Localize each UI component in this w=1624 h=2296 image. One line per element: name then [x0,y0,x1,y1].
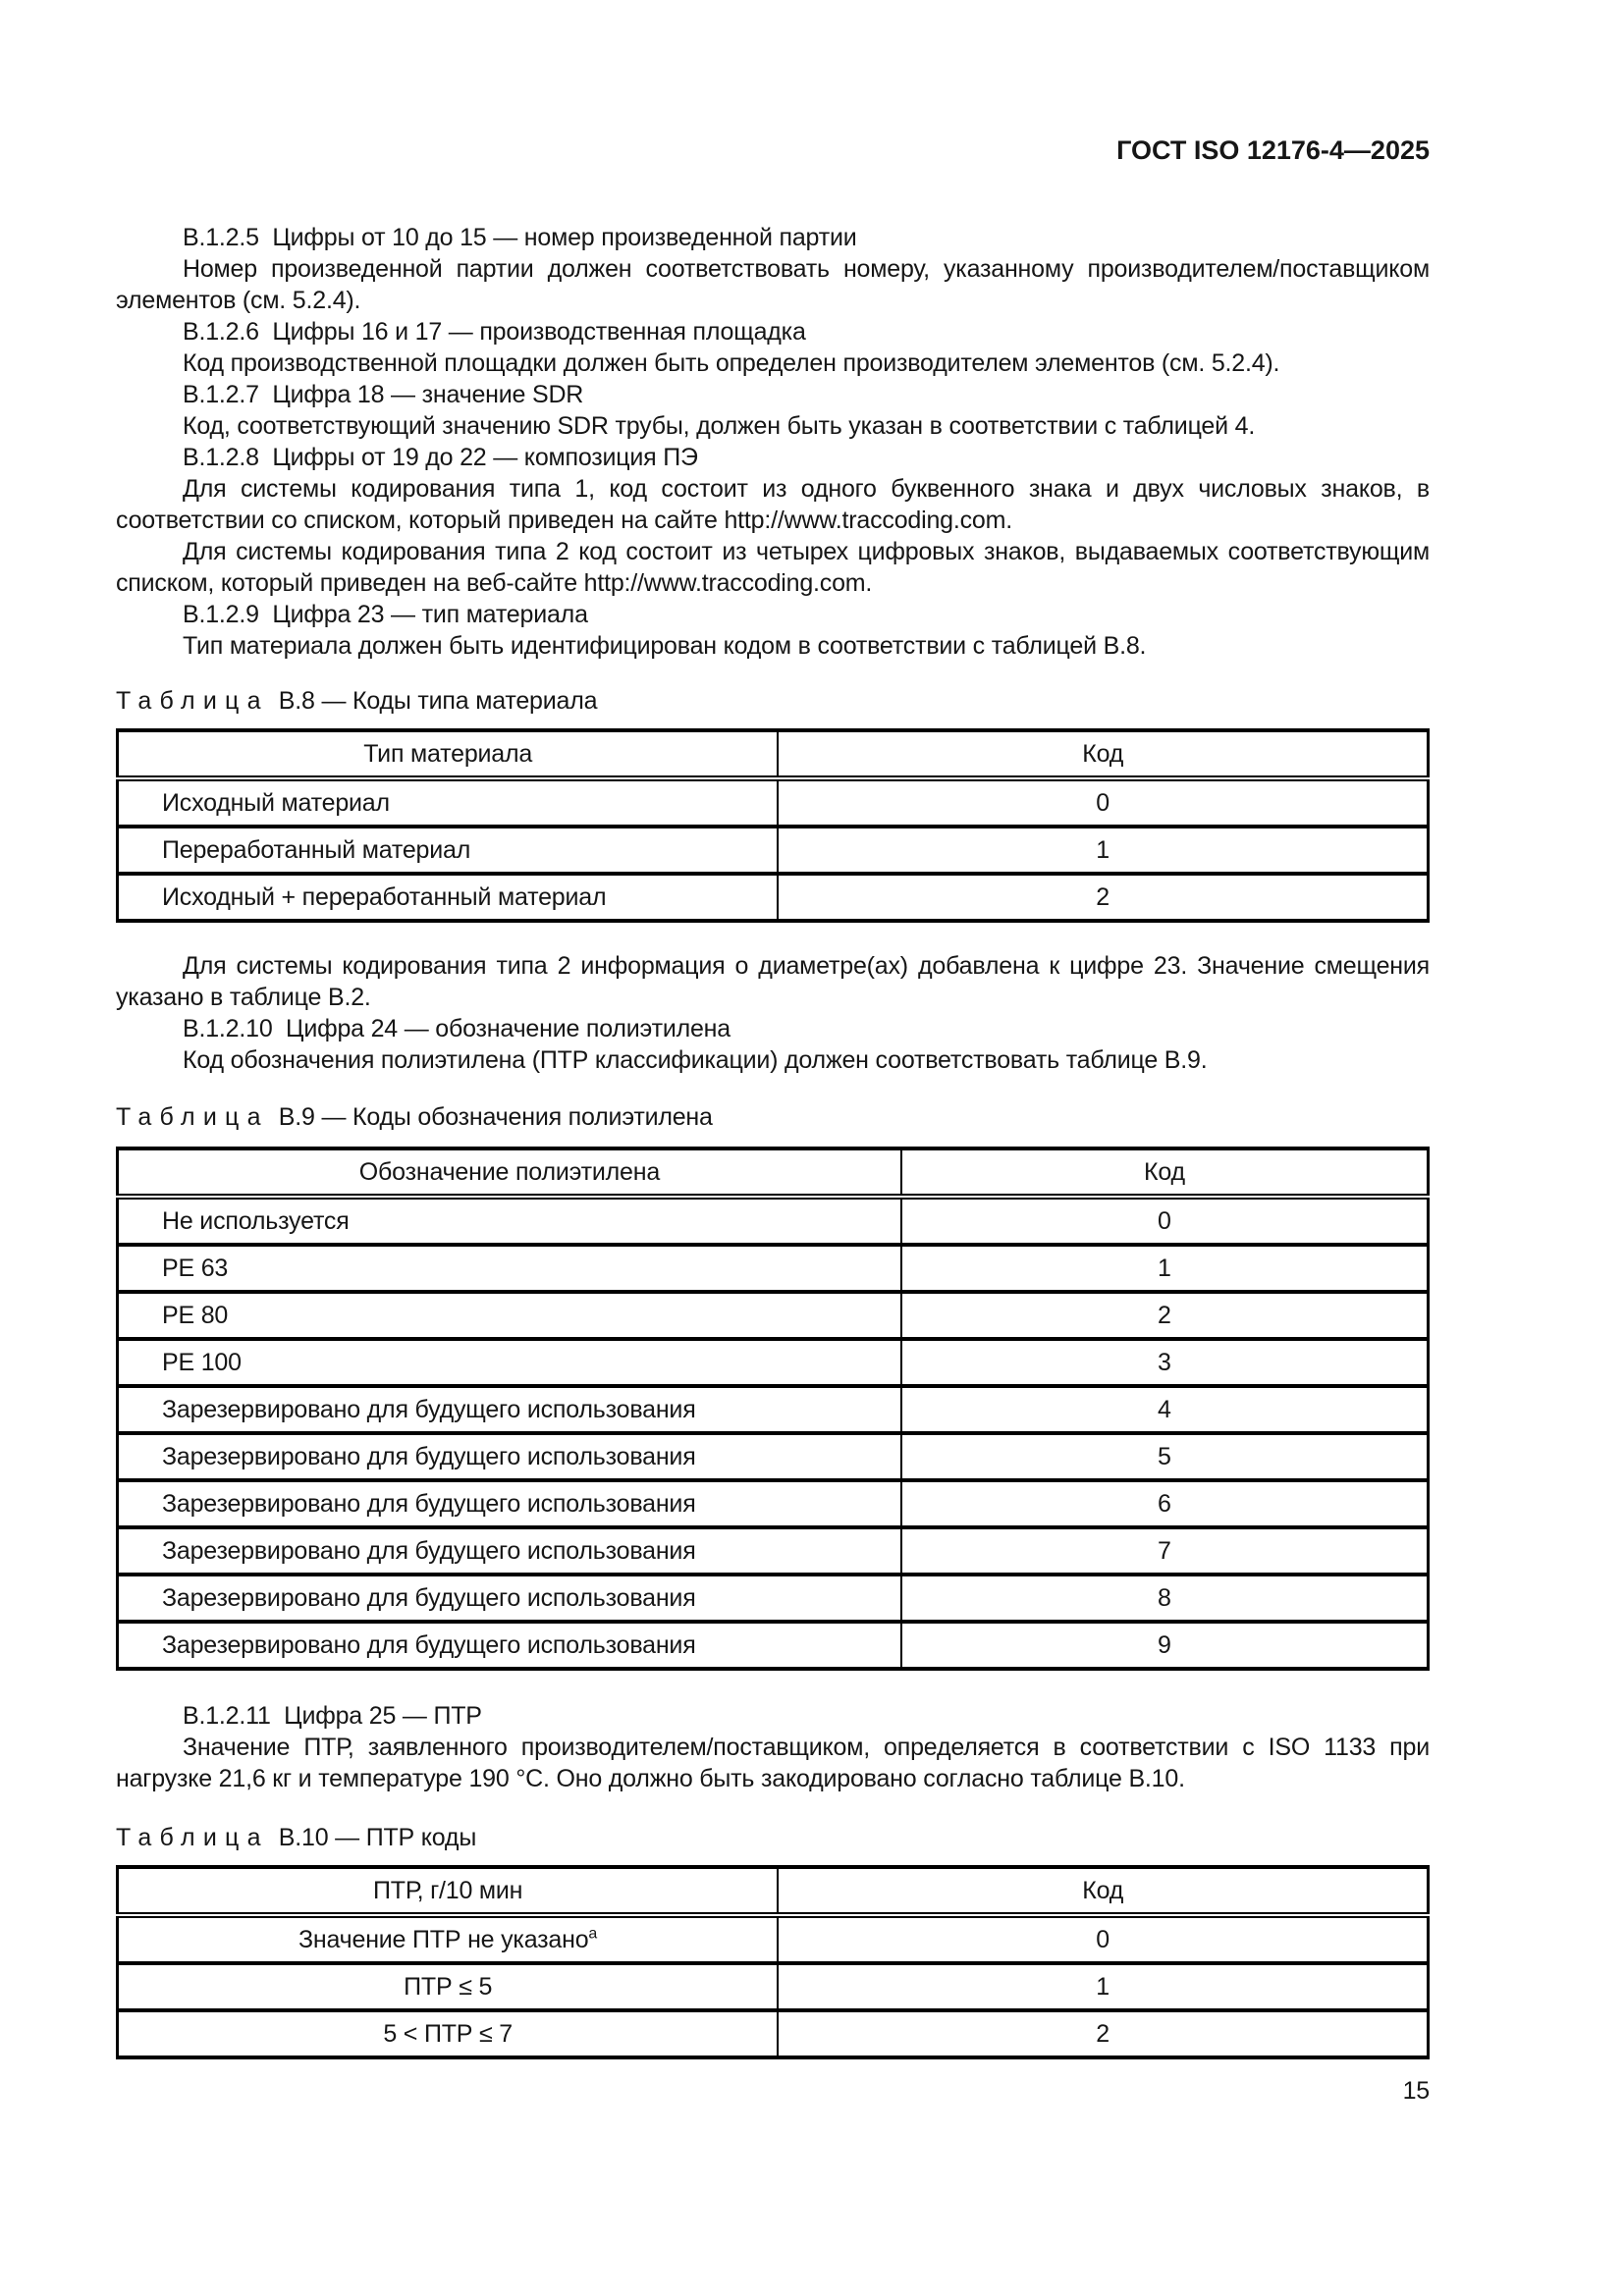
table-header-row [118,1148,1429,1197]
table-row [118,1527,1429,1575]
table-cell-code: 3 [901,1339,1429,1386]
text-section-clauses-b125-b129 [116,222,1430,662]
table-cell-code: 0 [1096,788,1110,817]
table-cell-code: 7 [901,1527,1429,1575]
table-cell-label: Исходный + переработанный материал [118,874,779,921]
table-cell-label: Переработанный материал [118,827,779,874]
footnote-marker: а [588,1925,598,1943]
table-header-row [118,1867,1429,1915]
table-cell-label: Зарезервировано для будущего использования [118,1480,901,1527]
table-cell-label: 5 < ПТР ≤ 7 [118,2010,779,2057]
table-cell-label: Зарезервировано для будущего использования [118,1386,901,1433]
table-cell-code: 1 [778,827,1428,874]
table-row [118,1915,1429,1963]
table-caption-label: Таблица [116,1824,269,1851]
paragraph: Значение ПТР, заявленного производителем/поставщиком, определяется в соответствии с ISO 1133 при нагрузке 21,6 кг и температуре 190 °C. Оно должно быть закодировано согласно таблице В.10. [116,1734,1430,1792]
table-cell-code: 1 [778,1963,1428,2010]
paragraph: В.1.2.10 Цифра 24 — обозначение полиэтилена [183,1015,731,1042]
table-row [118,2010,1429,2057]
text-section-clauses-b1211 [116,1700,1430,1794]
table-caption-b9 [116,1101,1430,1133]
column-header-label: Тип материала [118,730,779,778]
paragraph: Код, соответствующий значению SDR трубы, должен быть указан в соответствии с таблицей 4. [183,412,1256,440]
column-header-code: Код [778,730,1428,778]
paragraph: В.1.2.6 Цифры 16 и 17 — производственная площадка [183,318,806,346]
page-number: 15 [1402,2077,1430,2105]
table-cell-label: Исходный материал [118,778,779,827]
paragraph: Номер произведенной партии должен соответствовать номеру, указанному производителем/поставщиком элементов (см. 5.2.4). [116,255,1430,314]
table-b10-mfr-codes [116,1865,1430,2059]
paragraph: Код производственной площадки должен быть определен производителем элементов (см. 5.2.4). [183,349,1280,377]
paragraph: В.1.2.5 Цифры от 10 до 15 — номер произведенной партии [183,224,857,251]
column-header-label: Обозначение полиэтилена [118,1148,901,1197]
table-caption-b10 [116,1822,1430,1853]
table-row [118,1386,1429,1433]
table-caption-text: В.8 — Коды типа материала [278,687,598,715]
table-b8-material-type-codes [116,728,1430,923]
table-caption-label: Таблица [116,687,269,715]
paragraph: Для системы кодирования типа 1, код состоит из одного буквенного знака и двух числовых знаков, в соответствии со списком, который приведен на сайте http://www.traccoding.com. [116,475,1430,534]
column-header-code: Код [901,1148,1429,1197]
table-cell-code: 0 [1158,1206,1171,1235]
table-cell-code: 2 [901,1292,1429,1339]
table-row [118,1480,1429,1527]
table-row [118,1963,1429,2010]
paragraph: Для системы кодирования типа 2 код состоит из четырех цифровых знаков, выдаваемых соответствующим списком, который приведен на веб-сайте http://www.traccoding.com. [116,538,1430,597]
table-cell-code: 2 [778,874,1428,921]
table-row [118,827,1429,874]
table-header-row [118,730,1429,778]
table-cell-label: Зарезервировано для будущего использования [118,1575,901,1622]
column-header-code: Код [778,1867,1428,1915]
table-row [118,1575,1429,1622]
table-row [118,1245,1429,1292]
table-cell-label: Зарезервировано для будущего использования [118,1433,901,1480]
column-header-label: ПТР, г/10 мин [118,1867,779,1915]
table-row [118,874,1429,921]
table-cell-label: PE 80 [118,1292,901,1339]
table-cell-label: ПТР ≤ 5 [118,1963,779,2010]
table-cell-label: Значение ПТР не указано$^а$ [118,1915,779,1963]
table-cell-code: 8 [901,1575,1429,1622]
table-row [118,778,1429,827]
paragraph: В.1.2.8 Цифры от 19 до 22 — композиция ПЭ [183,444,698,471]
paragraph: В.1.2.9 Цифра 23 — тип материала [183,601,588,628]
table-cell-code: 6 [901,1480,1429,1527]
doc-code-header: ГОСТ ISO 12176-4—2025 [1116,135,1430,165]
table-b9-polyethylene-codes [116,1147,1430,1671]
table-cell-code: 4 [901,1386,1429,1433]
table-row [118,1292,1429,1339]
table-cell-code: 1 [901,1245,1429,1292]
table-cell-label: PE 100 [118,1339,901,1386]
table-caption-text: В.10 — ПТР коды [278,1824,477,1851]
text-section-clauses-b1210 [116,950,1430,1076]
paragraph: Для системы кодирования типа 2 информация о диаметре(ах) добавлена к цифре 23. Значение смещения указано в таблице В.2. [116,952,1430,1011]
table-row [118,1433,1429,1480]
table-cell-code: 9 [901,1622,1429,1669]
table-row [118,1197,1429,1245]
table-cell-label: Не используется [118,1197,901,1245]
table-row [118,1622,1429,1669]
table-cell-label: PE 63 [118,1245,901,1292]
paragraph: В.1.2.11 Цифра 25 — ПТР [183,1702,482,1730]
table-cell-label: Зарезервировано для будущего использования [118,1622,901,1669]
paragraph: В.1.2.7 Цифра 18 — значение SDR [183,381,584,408]
table-caption-text: В.9 — Коды обозначения полиэтилена [278,1103,713,1131]
paragraph: Код обозначения полиэтилена (ПТР классификации) должен соответствовать таблице В.9. [183,1046,1208,1074]
table-caption-b8 [116,685,1430,717]
table-caption-label: Таблица [116,1103,269,1131]
table-cell-code: 2 [778,2010,1428,2057]
table-cell-code: 5 [901,1433,1429,1480]
table-cell-code: 0 [1096,1925,1110,1953]
table-cell-label: Зарезервировано для будущего использования [118,1527,901,1575]
table-row [118,1339,1429,1386]
paragraph: Тип материала должен быть идентифицирован кодом в соответствии с таблицей В.8. [183,632,1147,660]
